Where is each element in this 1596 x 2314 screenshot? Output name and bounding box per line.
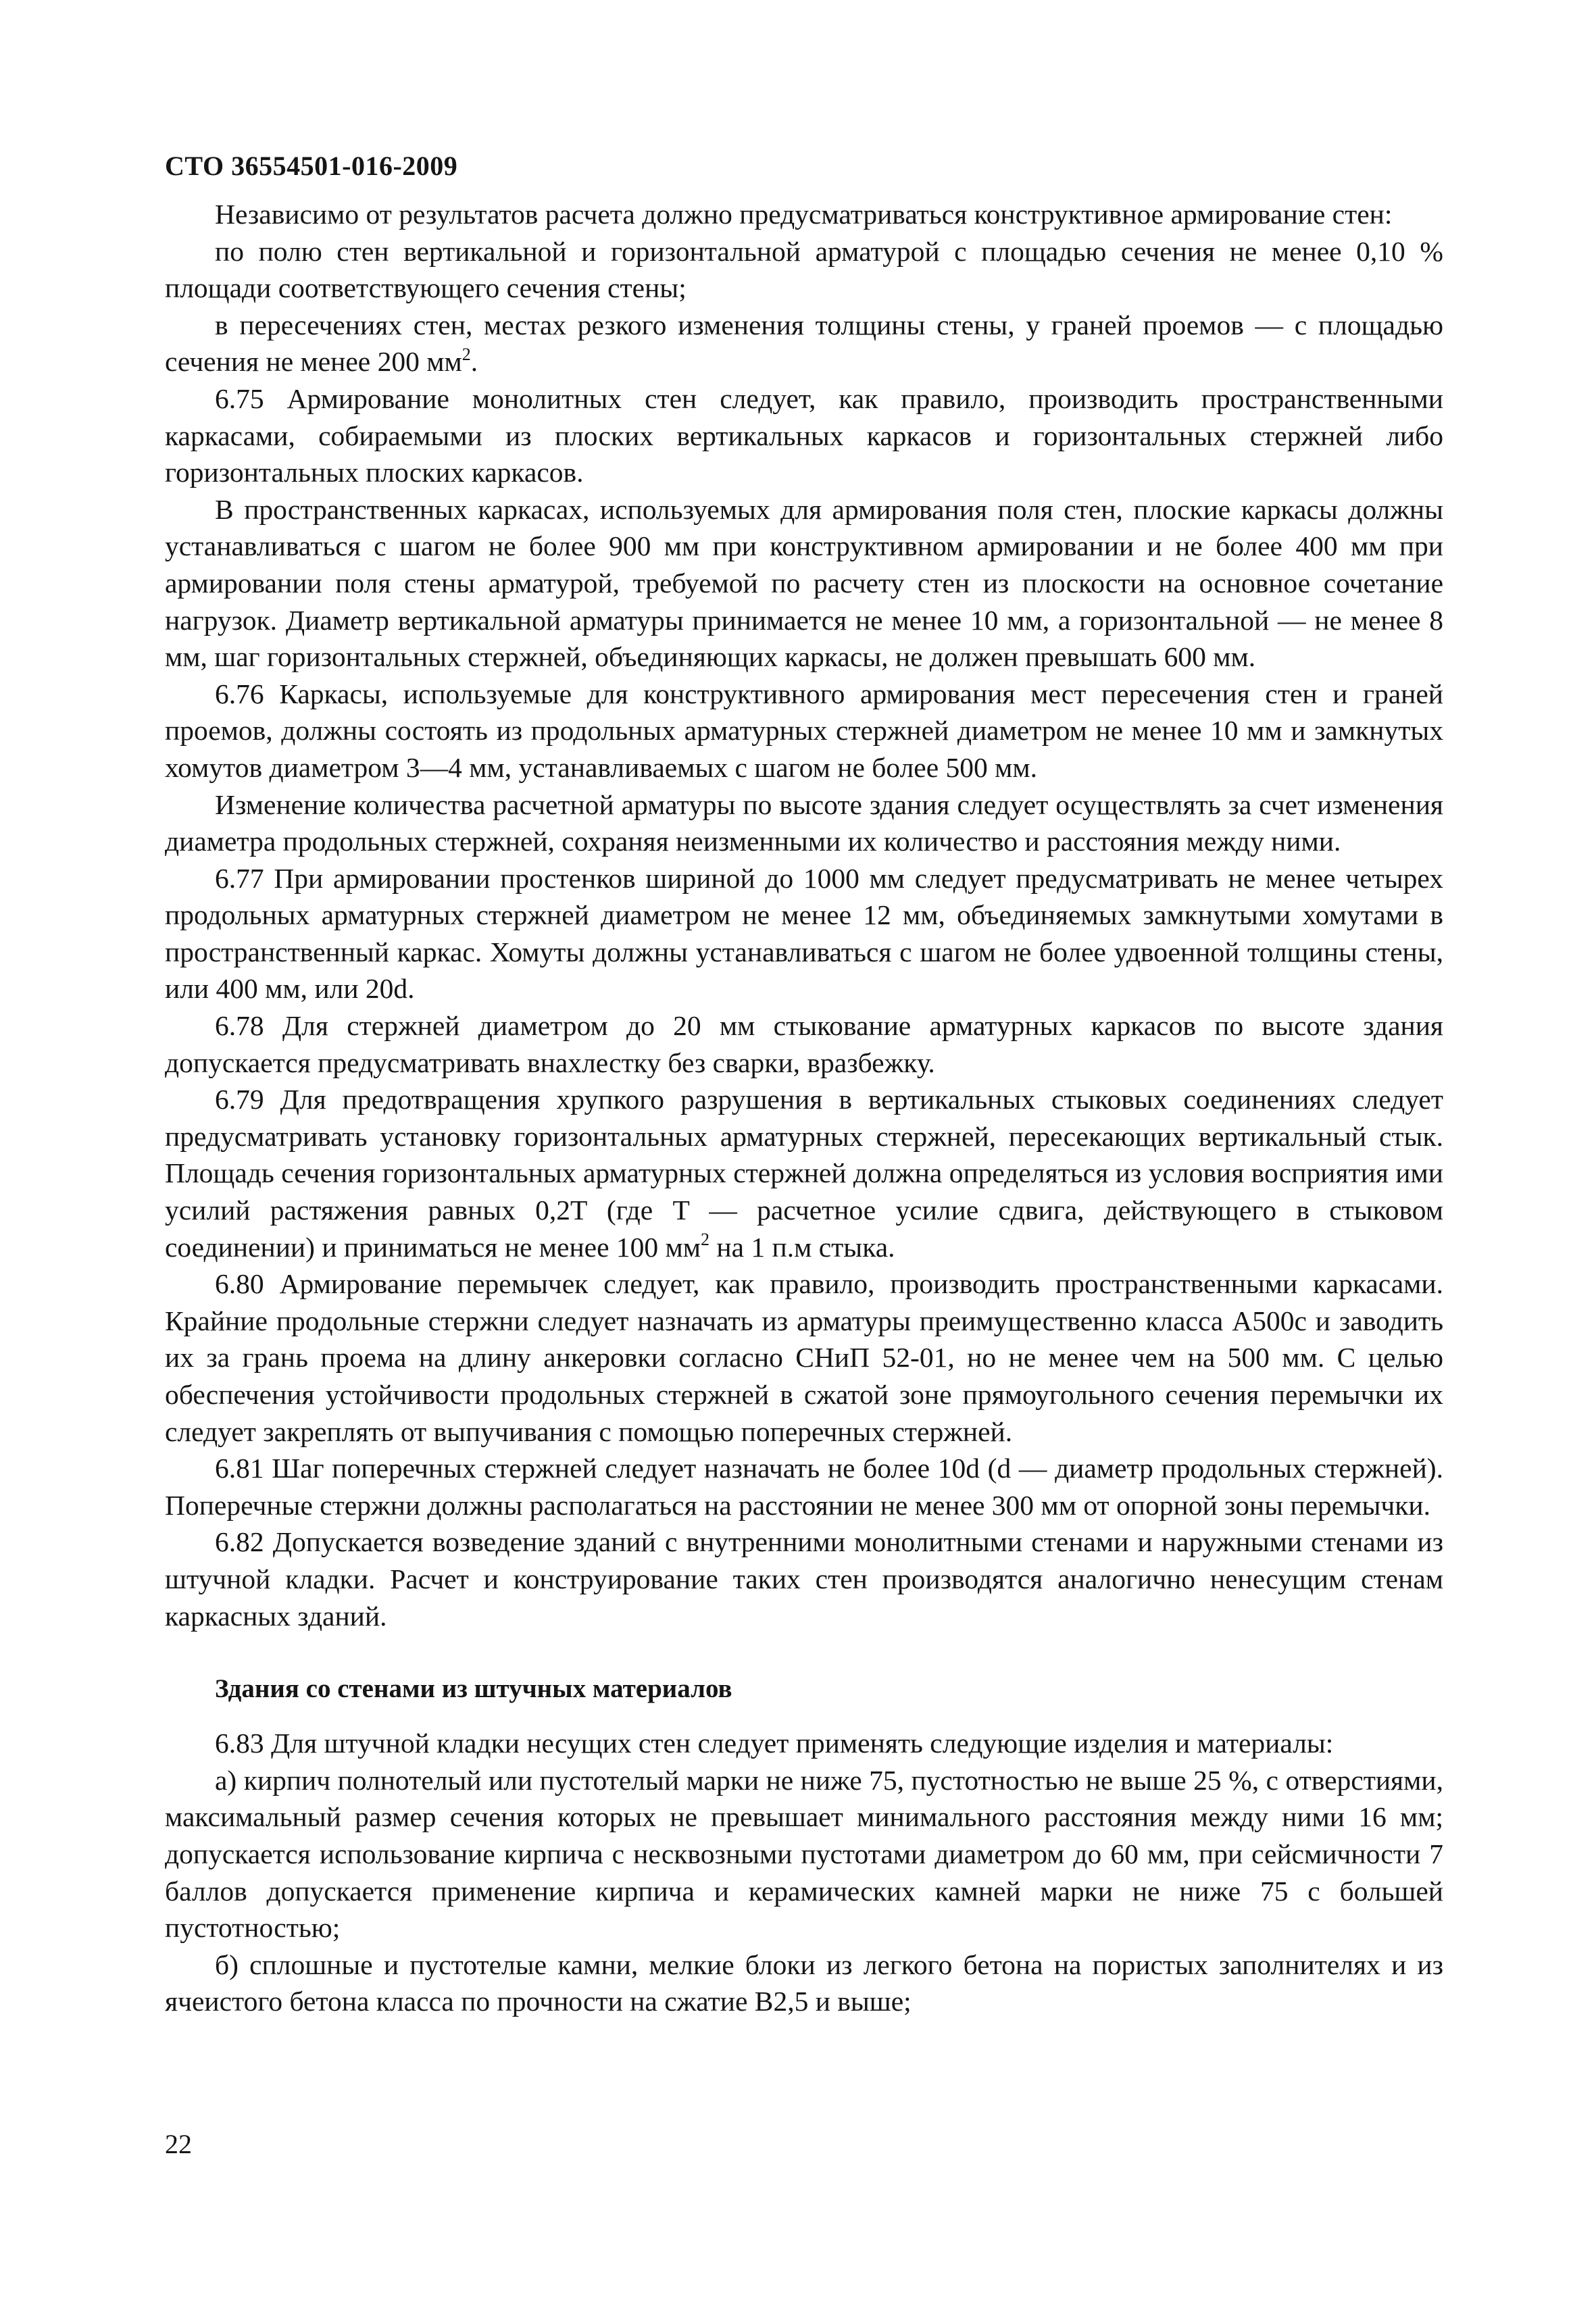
document-body	[165, 196, 1443, 2020]
paragraph	[165, 1081, 1443, 1265]
paragraph: Изменение количества расчетной арматуры по высоте здания следует осуществлять за счет изменения диаметра продольных стержней, сохраняя неизменными их количество и расстояния между ними.	[165, 788, 1443, 857]
paragraph: 6.80 Армирование перемычек следует, как правило, производить пространственными каркасами. Крайние продольные стержни следует назначать из арматуры преимущественно класса А500с и заводить их за грань проема на длину анкеровки согласно СНиП 52-01, но не менее чем на 500 мм. С целью обеспечения устойчивости продольных стержней в сжатой зоне прямоугольного сечения перемычки их следует закреплять от выпучивания с помощью поперечных стержней.	[165, 1268, 1443, 1447]
paragraph: б) сплошные и пустотелые камни, мелкие блоки из легкого бетона на пористых заполнителях и из ячеистого бетона класса по прочности на сжатие В2,5 и выше;	[165, 1948, 1443, 2017]
page-number: 22	[165, 2129, 192, 2159]
paragraph: 6.76 Каркасы, используемые для конструктивного армирования мест пересечения стен и граней проемов, должны состоять из продольных арматурных стержней диаметром не менее 10 мм и замкнутых хомутов диаметром 3—4 мм, устанавливаемых с шагом не более 500 мм.	[165, 678, 1443, 783]
section-heading: Здания со стенами из штучных материалов	[215, 1674, 732, 1704]
paragraph	[165, 307, 1443, 380]
paragraph: В пространственных каркасах, используемых для армирования поля стен, плоские каркасы должны устанавливаться с шагом не более 900 мм при конструктивном армировании и не более 400 мм при армировании поля стены арматурой, требуемой по расчету стен из плоскости на основное сочетание нагрузок. Диаметр вертикальной арматуры принимается не менее 10 мм, а горизонтальной — не менее 8 мм, шаг горизонтальных стержней, объединяющих каркасы, не должен превышать 600 мм.	[165, 493, 1443, 673]
superscript: 2	[701, 1229, 710, 1249]
paragraph: 6.81 Шаг поперечных стержней следует назначать не более 10d (d — диаметр продольных стержней). Поперечные стержни должны располагаться на расстоянии не менее 300 мм от опорной зоны перемычки.	[165, 1453, 1443, 1521]
paragraph: 6.83 Для штучной кладки несущих стен следует применять следующие изделия и материалы:	[215, 1728, 1334, 1759]
paragraph-text: .	[470, 346, 478, 378]
paragraph-text: 6.79 Для предотвращения хрупкого разрушения в вертикальных стыковых соединениях следует предусматривать установку горизонтальных арматурных стержней, пересекающих вертикальный стык. Площадь сечения горизонтальных арматурных стержней должна определяться из условия восприятия ими усилий растяжения равных 0,2T (где T — расчетное усилие сдвига, действующего в стыковом соединении) и приниматься не менее 100 мм	[165, 1084, 1443, 1263]
paragraph-text: в пересечениях стен, местах резкого изменения толщины стены, у граней проемов — с площадью сечения не менее 200 мм	[165, 309, 1443, 378]
paragraph: 6.75 Армирование монолитных стен следует, как правило, производить пространственными каркасами, собираемыми из плоских вертикальных каркасов и горизонтальных стержней либо горизонтальных плоских каркасов.	[165, 382, 1443, 488]
paragraph: по полю стен вертикальной и горизонтальной арматурой с площадью сечения не менее 0,10 % площади соответствующего сечения стены;	[165, 235, 1443, 304]
superscript: 2	[462, 344, 471, 364]
paragraph: 6.82 Допускается возведение зданий с внутренними монолитными стенами и наружными стенами из штучной кладки. Расчет и конструирование таких стен производятся аналогично ненесущим стенам каркасных зданий.	[165, 1526, 1443, 1632]
paragraph: а) кирпич полнотелый или пустотелый марки не ниже 75, пустотностью не выше 25 %, с отверстиями, максимальный размер сечения которых не превышает минимального расстояния между ними 16 мм; допускается использование кирпича с несквозными пустотами диаметром до 60 мм, при сейсмичности 7 баллов допускается применение кирпича и керамических камней марки не ниже 75 с большей пустотностью;	[165, 1764, 1443, 1944]
paragraph: Независимо от результатов расчета должно предусматриваться конструктивное армирование стен:	[215, 199, 1393, 230]
paragraph: 6.77 При армировании простенков шириной до 1000 мм следует предусматривать не менее четырех продольных арматурных стержней диаметром не менее 12 мм, объединяемых замкнутыми хомутами в пространственный каркас. Хомуты должны устанавливаться с шагом не более удвоенной толщины стены, или 400 мм, или 20d.	[165, 862, 1443, 1005]
paragraph: 6.78 Для стержней диаметром до 20 мм стыкование арматурных каркасов по высоте здания допускается предусматривать внахлестку без сварки, вразбежку.	[165, 1010, 1443, 1078]
document-code-header: СТО 36554501-016-2009	[165, 151, 458, 181]
paragraph-text: на 1 п.м стыка.	[709, 1231, 895, 1263]
